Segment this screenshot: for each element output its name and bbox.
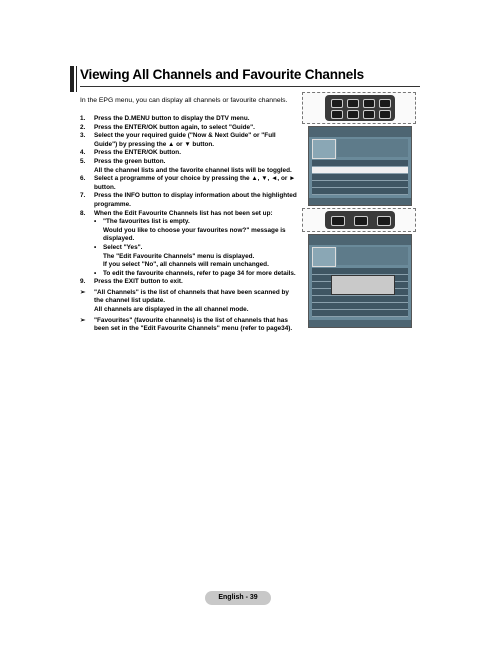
step-5-detail: All the channel lists and the favorite channel lists will be toggled.	[94, 166, 292, 174]
epg-row	[312, 181, 408, 188]
remote-button-icon	[331, 216, 345, 226]
note-arrow-icon: ➢	[80, 316, 86, 324]
tv-preview-image	[312, 139, 336, 159]
remote-button-icon	[363, 110, 375, 119]
step-8	[80, 210, 300, 219]
step-1	[80, 115, 300, 124]
step-3	[80, 132, 300, 149]
step-number: 9.	[80, 278, 86, 286]
remote-button-icon	[379, 99, 391, 108]
step-number: 1.	[80, 115, 86, 122]
remote-control-image	[325, 211, 395, 229]
step-number: 5.	[80, 157, 86, 165]
step-8-bullet-3	[94, 270, 300, 279]
remote-button-icon	[377, 216, 391, 226]
epg-row	[312, 174, 408, 181]
epg-row	[312, 268, 408, 275]
favourites-empty-dialog	[331, 275, 395, 295]
epg-header	[309, 127, 411, 137]
bullet-mark: •	[94, 243, 97, 251]
bullet-mark: •	[94, 269, 97, 277]
note-2	[80, 317, 300, 334]
epg-screen-all-channels	[308, 126, 412, 206]
epg-row	[312, 310, 408, 317]
step-number: 6.	[80, 175, 86, 183]
epg-row	[312, 303, 408, 310]
epg-programme-info	[337, 139, 408, 157]
remote-button-icon	[331, 99, 343, 108]
step-2	[80, 124, 300, 133]
remote-figure-1	[302, 92, 416, 124]
step-text: When the Edit Favourite Channels list has not been set up:	[94, 209, 273, 217]
epg-footer	[309, 198, 411, 205]
step-text: Press the EXIT button to exit.	[94, 278, 183, 286]
epg-header	[309, 235, 411, 245]
remote-button-icon	[331, 110, 343, 119]
bullet-line: Select "Yes".	[103, 243, 143, 251]
title-bar-thin	[76, 66, 77, 92]
note-1	[80, 289, 300, 315]
note-arrow-icon: ➢	[80, 288, 86, 296]
intro-text: In the EPG menu, you can display all channels or favourite channels.	[80, 97, 288, 104]
step-text: Select the your required guide ("Now & Next Guide" or "Full Guide") by pressing the ▲ or ▼ button.	[94, 132, 276, 148]
remote-button-icon	[347, 110, 359, 119]
epg-screen-favourites	[308, 234, 412, 328]
remote-control-image	[325, 95, 395, 121]
bullet-line: "The favourites list is empty.	[103, 218, 190, 226]
title-rule	[80, 86, 420, 87]
step-4	[80, 149, 300, 158]
step-number: 3.	[80, 132, 86, 140]
step-number: 2.	[80, 123, 86, 131]
epg-footer	[309, 320, 411, 327]
step-number: 4.	[80, 149, 86, 157]
step-text: Select a programme of your choice by pressing the ▲, ▼, ◄, or ► button.	[94, 175, 296, 191]
remote-button-icon	[347, 99, 359, 108]
step-8-bullet-1	[94, 218, 300, 244]
remote-button-icon	[354, 216, 368, 226]
step-text: Press the ENTER/OK button.	[94, 149, 181, 157]
note-line: "Favourites" (favourite channels) is the list of channels that has been set in the "Edit Favourite Channels" menu (refer to page34).	[94, 316, 293, 333]
bullet-line: Would you like to choose your favourites now?" message is displayed.	[103, 226, 286, 243]
steps-list	[80, 115, 300, 334]
step-6	[80, 175, 300, 192]
bullet-line: To edit the favourite channels, refer to page 34 for more details.	[103, 269, 296, 277]
step-number: 7.	[80, 192, 86, 200]
page-title: Viewing All Channels and Favourite Channels	[80, 67, 364, 82]
epg-row	[312, 296, 408, 303]
step-number: 8.	[80, 209, 86, 217]
step-5	[80, 158, 300, 167]
step-7	[80, 192, 300, 209]
remote-figure-2	[302, 208, 416, 232]
epg-row	[312, 160, 408, 167]
bullet-line: If you select "No", all channels will remain unchanged.	[103, 261, 269, 269]
step-text: Press the ENTER/OK button again, to select "Guide".	[94, 123, 255, 131]
note-line: "All Channels" is the list of channels that have been scanned by the channel list update.	[94, 288, 289, 305]
note-line: All channels are displayed in the all channel mode.	[94, 306, 249, 314]
step-text: Press the INFO button to display information about the highlighted programme.	[94, 192, 297, 208]
remote-button-icon	[363, 99, 375, 108]
step-9	[80, 278, 300, 287]
title-bar-thick	[70, 66, 74, 92]
bullet-line: The "Edit Favourite Channels" menu is displayed.	[103, 252, 255, 260]
step-text: Press the green button.	[94, 157, 166, 165]
step-8-bullet-2	[94, 244, 300, 270]
tv-preview-image	[312, 247, 336, 267]
bullet-mark: •	[94, 218, 97, 226]
step-text: Press the D.MENU button to display the DTV menu.	[94, 115, 250, 122]
epg-programme-info	[337, 247, 408, 265]
epg-row-selected	[312, 167, 408, 174]
epg-row	[312, 188, 408, 195]
remote-button-icon	[379, 110, 391, 119]
page-number-badge: English - 39	[205, 591, 271, 605]
